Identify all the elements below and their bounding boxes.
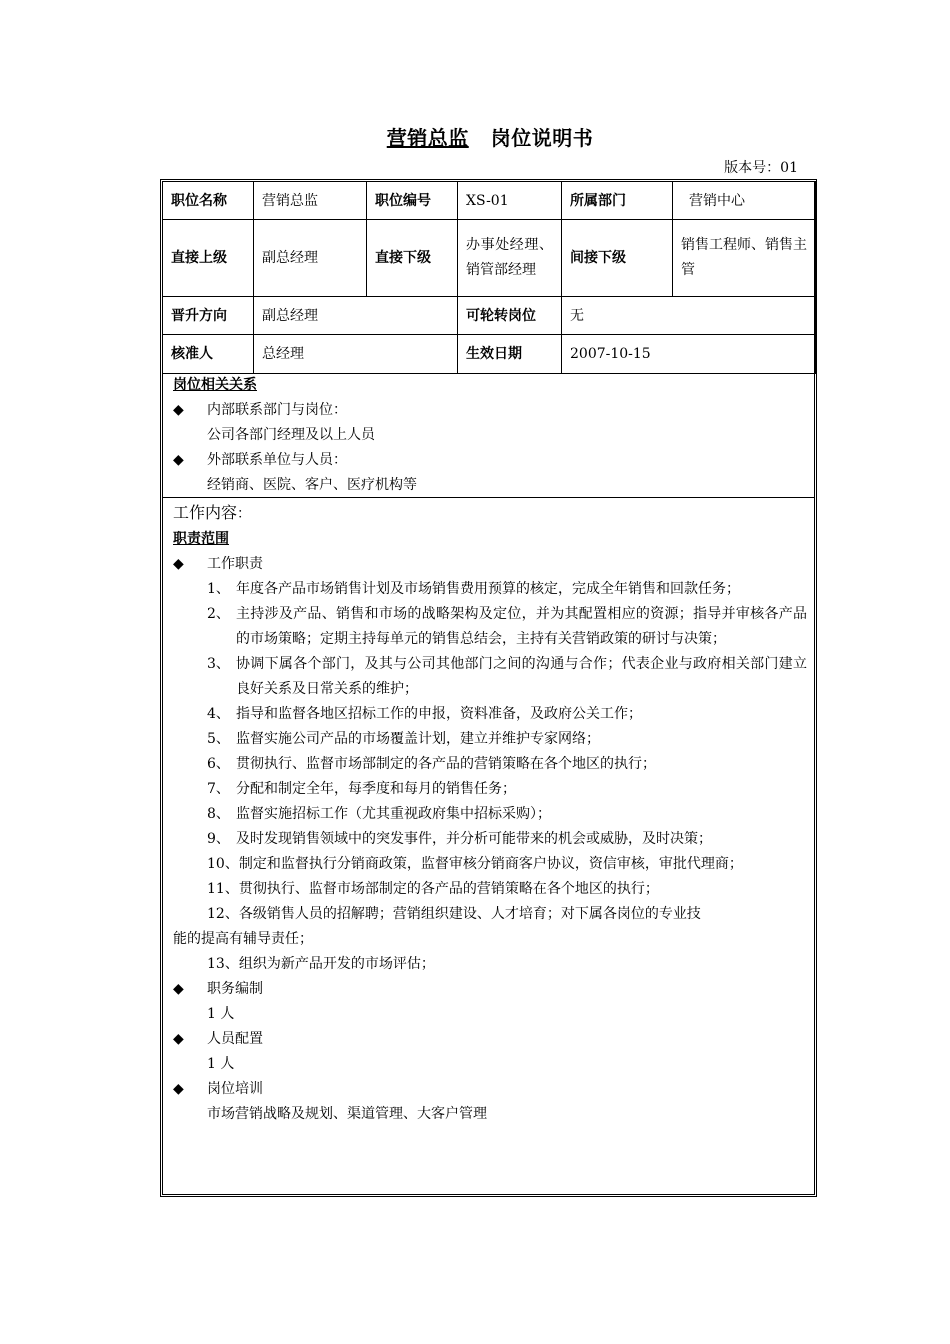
duty-number: 3、	[207, 656, 230, 672]
duty-text: 年度各产品市场销售计划及市场销售费用预算的核定，完成全年销售和回款任务；	[236, 581, 740, 597]
label-direct-superior: 直接上级	[163, 220, 254, 297]
info-row	[163, 335, 816, 374]
duty-text: 指导和监督各地区招标工作的申报，资料准备，及政府公关工作；	[236, 706, 642, 722]
work-content-section	[162, 499, 815, 1127]
duty-number: 8、	[207, 806, 230, 822]
diamond-bullet-icon: ◆	[173, 981, 184, 997]
duties-label: 工作职责	[207, 556, 263, 572]
allocation-value: 1 人	[207, 1056, 235, 1072]
internal-label: 内部联系部门与岗位：	[207, 402, 347, 418]
allocation-bullet	[173, 1027, 815, 1052]
diamond-bullet-icon: ◆	[173, 556, 184, 572]
external-value: 经销商、医院、客户、医疗机构等	[207, 477, 417, 493]
relations-section	[162, 373, 815, 498]
value-department: 营销中心	[673, 182, 816, 220]
work-content-colon: ：	[237, 506, 252, 522]
duty-number: 2、	[207, 606, 230, 622]
value-approver: 总经理	[254, 335, 458, 374]
training-label: 岗位培训	[207, 1081, 263, 1097]
duty-item	[173, 702, 815, 727]
value-position-code: XS-01	[458, 182, 562, 220]
title-main: 营销总监	[386, 126, 469, 150]
info-row	[163, 182, 816, 220]
duty-number: 11、	[207, 881, 239, 897]
label-department: 所属部门	[562, 182, 673, 220]
value-effective-date: 2007-10-15	[562, 335, 816, 374]
value-direct-subordinate: 办事处经理、销管部经理	[458, 220, 562, 297]
duty-text: 及时发现销售领域中的突发事件，并分析可能带来的机会或威胁，及时决策；	[236, 831, 712, 847]
diamond-bullet-icon: ◆	[173, 1031, 184, 1047]
info-row	[163, 297, 816, 335]
duty-number: 5、	[207, 731, 230, 747]
relations-heading: 岗位相关关系	[173, 377, 257, 393]
duty-item	[173, 802, 815, 827]
duty-item	[173, 602, 815, 652]
value-indirect-subordinate: 销售工程师、销售主管	[673, 220, 816, 297]
title-sub: 岗位说明书	[490, 126, 594, 150]
duty-text: 协调下属各个部门，及其与公司其他部门之间的沟通与合作；代表企业与政府相关部门建立良好关系及日常关系的维护；	[236, 656, 807, 697]
duty-text: 贯彻执行、监督市场部制定的各产品的营销策略在各个地区的执行；	[238, 881, 659, 897]
label-position-name: 职位名称	[163, 182, 254, 220]
diamond-bullet-icon: ◆	[173, 402, 184, 418]
duty-text: 监督实施招标工作（尤其重视政府集中招标采购）；	[236, 806, 551, 822]
allocation-label: 人员配置	[207, 1031, 263, 1047]
value-promotion: 副总经理	[254, 297, 458, 335]
label-indirect-subordinate: 间接下级	[562, 220, 673, 297]
duties-bullet	[173, 552, 815, 577]
value-rotation: 无	[562, 297, 816, 335]
duty-item	[173, 877, 815, 902]
external-label: 外部联系单位与人员：	[207, 452, 347, 468]
external-contacts	[173, 448, 815, 473]
duty-text: 监督实施公司产品的市场覆盖计划，建立并维护专家网络；	[236, 731, 600, 747]
work-content-title: 工作内容	[173, 503, 238, 522]
internal-contacts	[173, 398, 815, 423]
info-row	[163, 220, 816, 297]
duty-item	[173, 577, 815, 602]
duty-item	[173, 752, 815, 777]
duty-item	[173, 827, 815, 852]
duty-item-12-line2: 能的提高有辅导责任；	[173, 931, 313, 947]
duty-number: 6、	[207, 756, 230, 772]
label-effective-date: 生效日期	[458, 335, 562, 374]
version-number: 版本号：01	[724, 160, 798, 176]
value-position-name: 营销总监	[254, 182, 367, 220]
document-title	[0, 122, 950, 151]
duty-item-13: 13、组织为新产品开发的市场评估；	[207, 956, 435, 972]
duty-item	[173, 777, 815, 802]
duty-number: 1、	[207, 581, 230, 597]
duty-text: 主持涉及产品、销售和市场的战略架构及定位，并为其配置相应的资源；指导并审核各产品的市场策略；定期主持每单元的销售总结会，主持有关营销政策的研讨与决策；	[236, 606, 807, 647]
label-approver: 核准人	[163, 335, 254, 374]
duty-item	[173, 727, 815, 752]
duty-item	[173, 852, 815, 877]
duty-number: 9、	[207, 831, 230, 847]
scope-heading: 职责范围	[173, 531, 229, 547]
label-promotion: 晋升方向	[163, 297, 254, 335]
duty-number: 10、	[207, 856, 239, 872]
training-bullet	[173, 1077, 815, 1102]
value-direct-superior: 副总经理	[254, 220, 367, 297]
duty-number: 7、	[207, 781, 230, 797]
staffing-label: 职务编制	[207, 981, 263, 997]
job-info-table	[162, 181, 816, 374]
training-value: 市场营销战略及规划、渠道管理、大客户管理	[207, 1106, 487, 1122]
duty-number: 4、	[207, 706, 230, 722]
diamond-bullet-icon: ◆	[173, 1081, 184, 1097]
label-direct-subordinate: 直接下级	[367, 220, 458, 297]
internal-value: 公司各部门经理及以上人员	[207, 427, 375, 443]
duty-item	[173, 652, 815, 702]
label-rotation: 可轮转岗位	[458, 297, 562, 335]
duty-text: 贯彻执行、监督市场部制定的各产品的营销策略在各个地区的执行；	[236, 756, 656, 772]
duty-item-12-line1: 12、各级销售人员的招解聘；营销组织建设、人才培育；对下属各岗位的专业技	[207, 906, 701, 922]
duty-text: 制定和监督执行分销商政策，监督审核分销商客户协议，资信审核，审批代理商；	[238, 856, 743, 872]
label-position-code: 职位编号	[367, 182, 458, 220]
staffing-value: 1 人	[207, 1006, 235, 1022]
staffing-bullet	[173, 977, 815, 1002]
diamond-bullet-icon: ◆	[173, 452, 184, 468]
duty-text: 分配和制定全年，每季度和每月的销售任务；	[236, 781, 516, 797]
